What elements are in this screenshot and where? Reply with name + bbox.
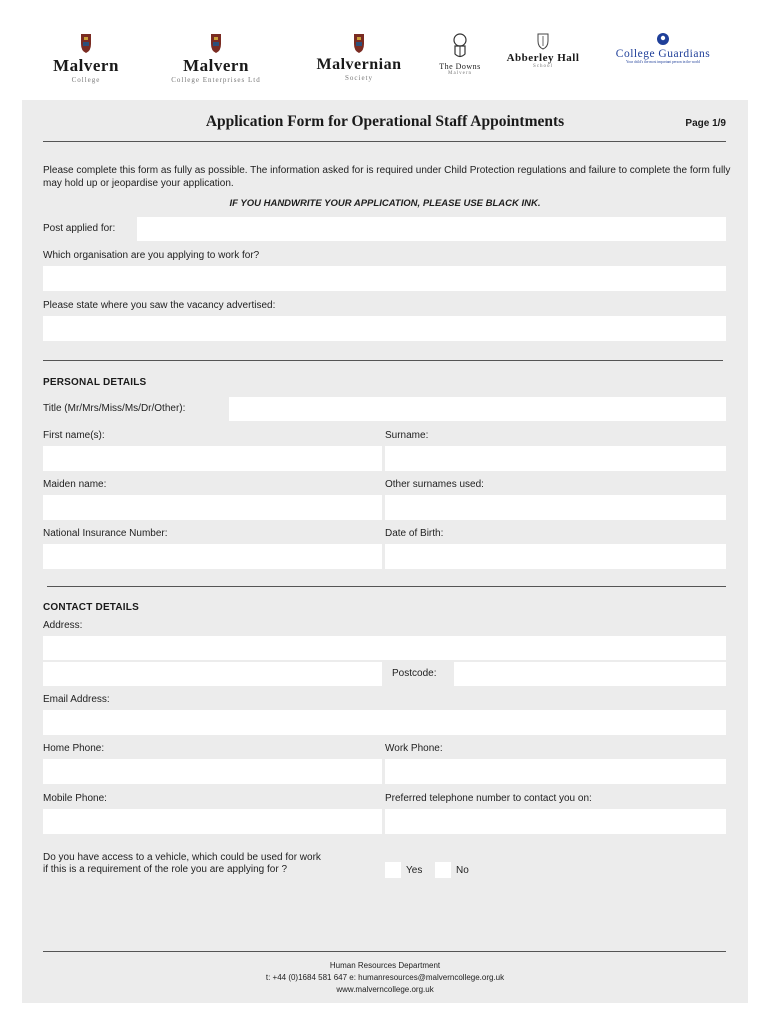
- maiden-name-label: Maiden name:: [43, 479, 107, 490]
- ni-number-input[interactable]: [43, 544, 382, 569]
- footer-divider: [43, 951, 726, 952]
- shield-icon: [536, 32, 550, 50]
- title-divider: [43, 141, 726, 142]
- footer-website: www.malverncollege.org.uk: [336, 985, 434, 994]
- work-phone-input[interactable]: [385, 759, 726, 784]
- logo-subtitle: School: [533, 64, 553, 69]
- intro-text: Please complete this form as fully as possible. The information asked for is required under Child Protection regulations and failure to complete the form fully may hold up or jeopardise your application.: [43, 165, 731, 189]
- section-divider: [43, 360, 723, 361]
- surname-label: Surname:: [385, 430, 429, 441]
- malvernian-society-logo: [302, 32, 416, 82]
- footer-contact: t: +44 (0)1684 581 647 e: humanresources@malverncollege.org.uk: [265, 973, 505, 982]
- dob-input[interactable]: [385, 544, 726, 569]
- home-phone-input[interactable]: [43, 759, 382, 784]
- yes-label: Yes: [406, 865, 423, 876]
- postcode-input[interactable]: [454, 662, 726, 686]
- address-label: Address:: [43, 620, 83, 631]
- abberley-hall-logo: [503, 32, 583, 69]
- preferred-phone-label: Preferred telephone number to contact you on:: [385, 793, 592, 804]
- logo-name: The Downs: [439, 62, 481, 71]
- logo-name: Malvern: [183, 56, 249, 75]
- guardians-emblem-icon: [656, 32, 670, 46]
- home-phone-label: Home Phone:: [43, 743, 105, 754]
- college-guardians-logo: [598, 32, 728, 64]
- malvern-college-logo: [42, 32, 130, 84]
- postcode-label: Postcode:: [392, 668, 437, 679]
- logo-name: Abberley Hall: [506, 52, 580, 64]
- logo-strip: [0, 0, 770, 100]
- logo-name: Malvern: [53, 56, 119, 75]
- address-line1-input[interactable]: [43, 636, 726, 660]
- logo-subtitle: College Enterprises Ltd: [171, 76, 261, 84]
- organisation-label: Which organisation are you applying to work for?: [43, 250, 260, 261]
- first-name-input[interactable]: [43, 446, 382, 471]
- contact-details-heading: CONTACT DETAILS: [43, 602, 139, 613]
- email-label: Email Address:: [43, 694, 110, 705]
- vehicle-yes-checkbox[interactable]: [385, 862, 401, 878]
- personal-details-heading: PERSONAL DETAILS: [43, 377, 147, 388]
- vehicle-question-line2: if this is a requirement of the role you are applying for ?: [43, 864, 288, 875]
- other-surnames-input[interactable]: [385, 495, 726, 520]
- no-label: No: [456, 865, 469, 876]
- post-label: Post applied for:: [43, 223, 116, 234]
- logo-subtitle: Malvern: [448, 71, 472, 76]
- title-label: Title (Mr/Mrs/Miss/Ms/Dr/Other):: [43, 403, 186, 414]
- footer-dept: Human Resources Department: [329, 961, 441, 970]
- vehicle-no-checkbox[interactable]: [435, 862, 451, 878]
- organisation-input[interactable]: [43, 266, 726, 291]
- preferred-phone-input[interactable]: [385, 809, 726, 834]
- post-applied-input[interactable]: [137, 217, 726, 241]
- crest-icon: [78, 32, 94, 54]
- vacancy-label: Please state where you saw the vacancy advertised:: [43, 300, 276, 311]
- page-number: Page 1/9: [685, 118, 726, 129]
- title-input[interactable]: [229, 397, 726, 421]
- logo-subtitle: College: [71, 76, 101, 84]
- mobile-phone-label: Mobile Phone:: [43, 793, 107, 804]
- other-surnames-label: Other surnames used:: [385, 479, 484, 490]
- logo-name: Malvernian: [316, 56, 402, 73]
- malvern-enterprises-logo: [146, 32, 286, 84]
- the-downs-logo: [432, 32, 488, 76]
- tree-crest-icon: [451, 32, 469, 60]
- maiden-name-input[interactable]: [43, 495, 382, 520]
- surname-input[interactable]: [385, 446, 726, 471]
- mobile-phone-input[interactable]: [43, 809, 382, 834]
- vehicle-question-line1: Do you have access to a vehicle, which could be used for work: [43, 852, 321, 863]
- logo-name: College Guardians: [615, 48, 711, 60]
- logo-subtitle: Society: [345, 74, 373, 82]
- section-divider: [47, 586, 726, 587]
- work-phone-label: Work Phone:: [385, 743, 443, 754]
- vacancy-input[interactable]: [43, 316, 726, 341]
- dob-label: Date of Birth:: [385, 528, 444, 539]
- form-title: Application Form for Operational Staff Appointments: [205, 113, 565, 130]
- ink-notice: IF YOU HANDWRITE YOUR APPLICATION, PLEASE USE BLACK INK.: [229, 198, 541, 209]
- first-name-label: First name(s):: [43, 430, 105, 441]
- crest-icon: [351, 32, 367, 54]
- ni-number-label: National Insurance Number:: [43, 528, 168, 539]
- email-input[interactable]: [43, 710, 726, 735]
- logo-subtitle: Your child's the most important person in the world: [626, 60, 700, 64]
- crest-icon: [208, 32, 224, 54]
- address-line2-input[interactable]: [43, 662, 382, 686]
